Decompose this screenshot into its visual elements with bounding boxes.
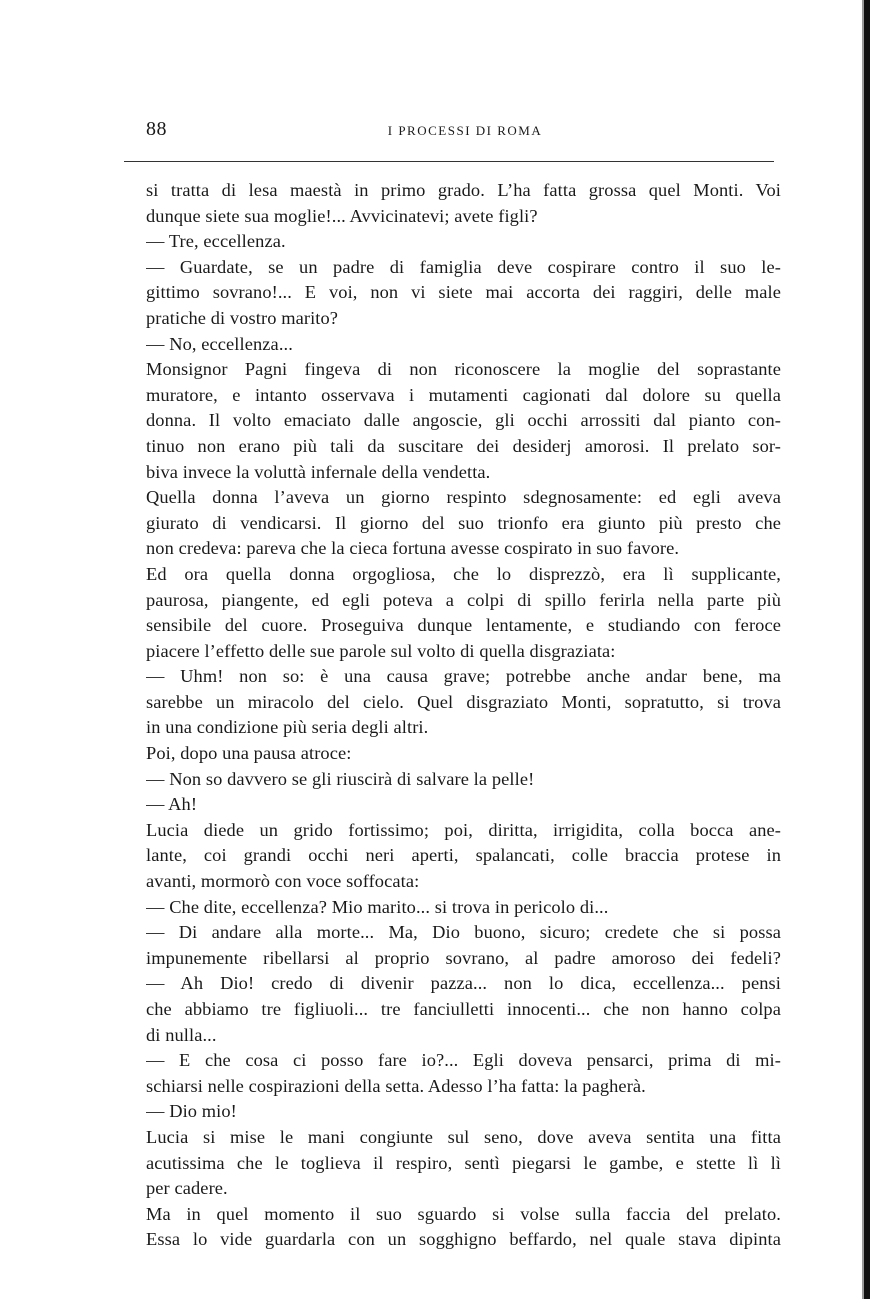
text-line: — No, eccellenza... [146, 333, 293, 354]
page-edge [864, 0, 870, 1299]
text-line: tinuo non erano più tali da suscitare dei desiderj amorosi. Il prelato sor- [146, 435, 781, 456]
text-line: Ma in quel momento il suo sguardo si volse sulla faccia del prelato. [146, 1203, 781, 1224]
text-line: dunque siete sua moglie!... Avvicinatevi; avete figli? [146, 205, 538, 226]
text-line: impunemente ribellarsi al proprio sovrano, al padre amoroso dei fedeli? [146, 947, 781, 968]
text-line: piacere l’effetto delle sue parole sul volto di quella disgraziata: [146, 640, 616, 661]
text-line: — Uhm! non so: è una causa grave; potrebbe anche andar bene, ma [146, 666, 781, 687]
text-line: Ed ora quella donna orgogliosa, che lo disprezzò, era lì supplicante, [146, 563, 781, 584]
body-text [146, 178, 781, 1253]
text-line: si tratta di lesa maestà in primo grado. L’ha fatta grossa quel Monti. Voi [146, 180, 781, 200]
text-line: lante, coi grandi occhi neri aperti, spalancati, colle braccia protese in [146, 845, 781, 866]
text-line: Quella donna l’aveva un giorno respinto sdegnosamente: ed egli aveva [146, 487, 781, 508]
text-line: donna. Il volto emaciato dalle angoscie, gli occhi arrossiti dal pianto con- [146, 410, 781, 431]
running-title: I PROCESSI DI ROMA [387, 123, 543, 138]
text-line: paurosa, piangente, ed egli poteva a colpi di spillo ferirla nella parte più [146, 589, 781, 610]
text-line: che abbiamo tre figliuoli... tre fanciulletti innocenti... che non hanno colpa [146, 999, 781, 1019]
text-line: — Guardate, se un padre di famiglia deve cospirare contro il suo le- [146, 256, 781, 277]
text-line: per cadere. [146, 1178, 228, 1199]
text-line: Poi, dopo una pausa atroce: [146, 743, 352, 764]
text-line: giurato di vendicarsi. Il giorno del suo trionfo era giunto più presto che [146, 512, 781, 533]
text-line: non credeva: pareva che la cieca fortuna avesse cospirato in suo favore. [146, 538, 680, 559]
text-line: sensibile del cuore. Proseguiva dunque lentamente, e studiando con feroce [146, 615, 781, 636]
text-line: — Ah Dio! credo di divenir pazza... non lo dica, eccellenza... pensi [146, 973, 781, 994]
header-rule [124, 161, 774, 162]
text-line: — Ah! [146, 794, 198, 815]
text-line: pratiche di vostro marito? [146, 307, 339, 328]
text-line: acutissima che le toglieva il respiro, sentì piegarsi le gambe, e stette lì lì [146, 1152, 781, 1173]
text-line: muratore, e intanto osservava i mutamenti cagionati dal dolore su quella [146, 384, 781, 405]
text-line: gittimo sovrano!... E voi, non vi siete mai accorta dei raggiri, delle male [146, 282, 781, 303]
text-line: — Tre, eccellenza. [146, 231, 286, 252]
text-line: — Non so davvero se gli riuscirà di salvare la pelle! [146, 768, 535, 789]
text-line: Lucia si mise le mani congiunte sul seno, dove aveva sentita una fitta [146, 1126, 781, 1147]
text-line: di nulla... [146, 1024, 217, 1045]
page-header [146, 118, 786, 148]
text-line: sarebbe un miracolo del cielo. Quel disgraziato Monti, sopratutto, si trova [146, 691, 781, 712]
text-line: biva invece la voluttà infernale della vendetta. [146, 461, 491, 482]
text-line: — Che dite, eccellenza? Mio marito... si trova in pericolo di... [146, 896, 609, 917]
text-line: — E che cosa ci posso fare io?... Egli doveva pensarci, prima di mi- [146, 1050, 781, 1071]
text-line: — Dio mio! [146, 1101, 237, 1122]
text-line: avanti, mormorò con voce soffocata: [146, 871, 420, 892]
page-number: 88 [146, 118, 167, 140]
text-line: Lucia diede un grido fortissimo; poi, diritta, irrigidita, colla bocca ane- [146, 819, 781, 840]
text-line: — Di andare alla morte... Ma, Dio buono, sicuro; credete che si possa [146, 922, 781, 943]
text-line: in una condizione più seria degli altri. [146, 717, 429, 738]
text-line: Essa lo vide guardarla con un sogghigno beffardo, nel quale stava dipinta [146, 1229, 781, 1250]
text-line: Monsignor Pagni fingeva di non riconoscere la moglie del soprastante [146, 359, 781, 380]
text-line: schiarsi nelle cospirazioni della setta. Adesso l’ha fatta: la pagherà. [146, 1075, 646, 1096]
